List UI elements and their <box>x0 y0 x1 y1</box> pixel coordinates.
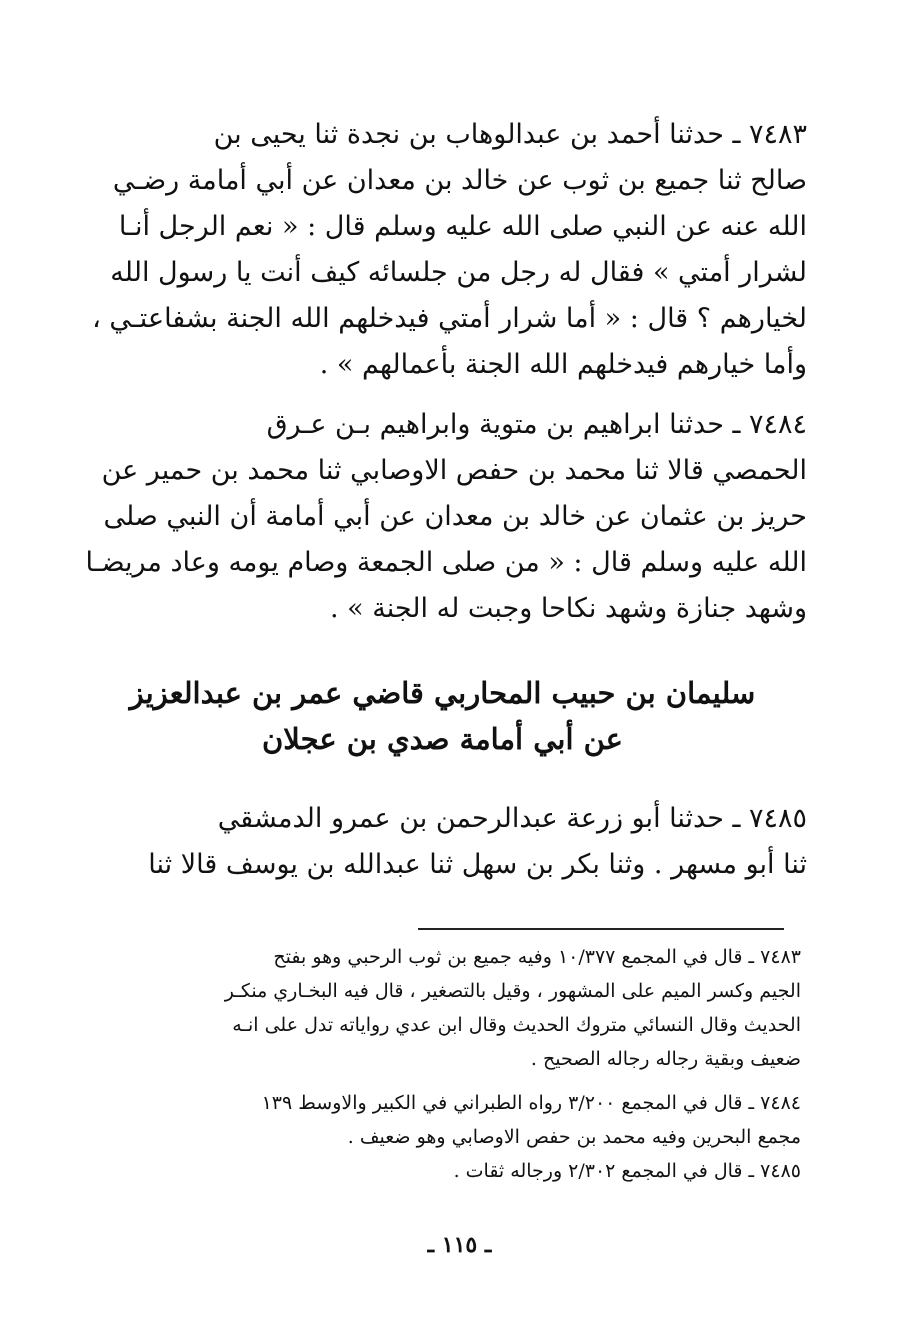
hadith-line: ٧٤٨٣ ـ حدثنا أحمد بن عبدالوهاب بن نجدة ثنا يحيى بن <box>213 119 807 150</box>
section-heading-line: سليمان بن حبيب المحاربي قاضي عمر بن عبدالعزيز <box>129 676 756 710</box>
section-heading <box>78 670 807 762</box>
hadith-line: لخيارهم ؟ قال : « أما شرار أمتي فيدخلهم الله الجنة بشفاعتـي ، <box>92 303 807 334</box>
hadith-line: حريز بن عثمان عن خالد بن معدان عن أبي أمامة أن النبي صلى <box>103 501 807 532</box>
hadith-line: ٧٤٨٥ ـ حدثنا أبو زرعة عبدالرحمن بن عمرو الدمشقي <box>217 803 807 834</box>
hadith-line: الله عليه وسلم قال : « من صلى الجمعة وصام يومه وعاد مريضـا <box>85 547 807 578</box>
footnote-line: الحديث وقال النسائي متروك الحديث وقال ابن عدي رواياته تدل على انـه <box>232 1014 801 1036</box>
hadith-line: الحمصي قالا ثنا محمد بن حفص الاوصابي ثنا محمد بن حمير عن <box>101 455 807 486</box>
hadith-7483 <box>78 112 807 388</box>
hadith-line: الله عنه عن النبي صلى الله عليه وسلم قال : « نعم الرجل أنـا <box>118 211 807 242</box>
hadith-line: وشهد جنازة وشهد نكاحا وجبت له الجنة » . <box>329 593 807 624</box>
footnote-7485 <box>78 1154 801 1188</box>
footnote-line: ٧٤٨٤ ـ قال في المجمع ٣/٢٠٠ رواه الطبراني في الكبير والاوسط ١٣٩ <box>261 1092 801 1114</box>
hadith-line: صالح ثنا جميع بن ثوب عن خالد بن معدان عن أبي أمامة رضـي <box>112 165 807 196</box>
footnote-line: ٧٤٨٥ ـ قال في المجمع ٢/٣٠٢ ورجاله ثقات . <box>453 1160 801 1182</box>
footnote-line: ٧٤٨٣ ـ قال في المجمع ١٠/٣٧٧ وفيه جميع بن ثوب الرحبي وهو بفتح <box>273 946 801 968</box>
hadith-line: ثنا أبو مسهر . وثنا بكر بن سهل ثنا عبدالله بن يوسف قالا ثنا <box>148 849 807 880</box>
footnote-7483 <box>78 940 801 1076</box>
footnote-line: ضعيف وبقية رجاله رجاله الصحيح . <box>530 1048 801 1070</box>
footnotes <box>78 940 801 1198</box>
footnote-line: مجمع البحرين وفيه محمد بن حفص الاوصابي وهو ضعيف . <box>347 1126 801 1148</box>
section-heading-line: عن أبي أمامة صدي بن عجلان <box>262 722 623 756</box>
page-number: ـ ١١٥ ـ <box>427 1232 492 1258</box>
footnote-7484 <box>78 1086 801 1154</box>
hadith-7484 <box>78 402 807 632</box>
main-text <box>78 112 807 902</box>
hadith-line: ٧٤٨٤ ـ حدثنا ابراهيم بن متوية وابراهيم بـن عـرق <box>266 409 807 440</box>
hadith-line: لشرار أمتي » فقال له رجل من جلسائه كيف أنت يا رسول الله <box>110 257 807 288</box>
footnote-line: الجيم وكسر الميم على المشهور ، وقيل بالتصغير ، قال فيه البخـاري منكـر <box>224 980 801 1002</box>
footnote-divider <box>418 928 784 930</box>
hadith-7485 <box>78 796 807 888</box>
hadith-line: وأما خيارهم فيدخلهم الله الجنة بأعمالهم » . <box>319 349 807 380</box>
